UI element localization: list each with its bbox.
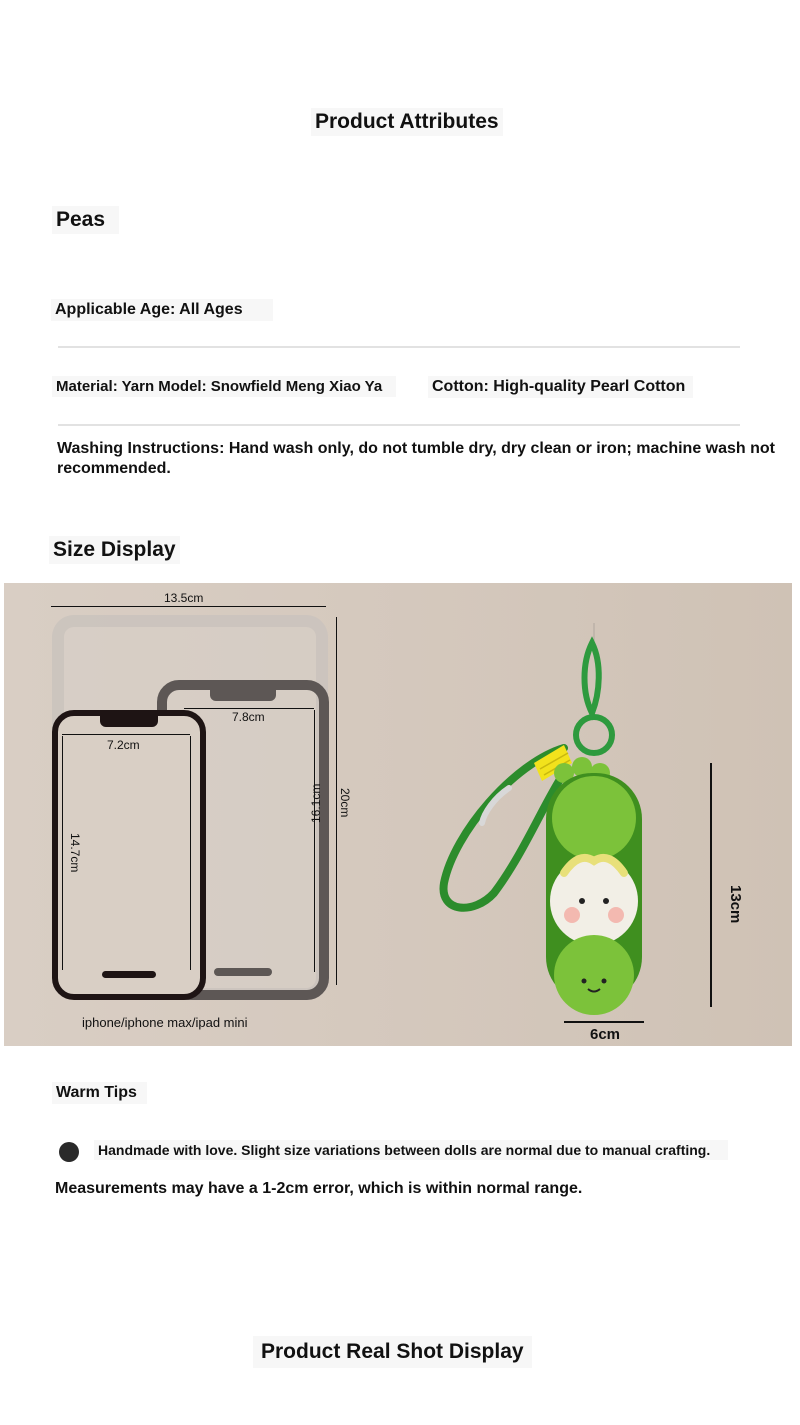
ipad-height-label: 20cm bbox=[338, 788, 352, 818]
divider bbox=[58, 424, 740, 426]
ipad-height-line bbox=[336, 617, 337, 985]
pea-pod-keychain-image bbox=[414, 623, 674, 1043]
iphone-width-line bbox=[62, 734, 190, 735]
real-shot-heading: Product Real Shot Display bbox=[253, 1336, 532, 1368]
iphone-notch bbox=[100, 715, 158, 727]
device-caption: iphone/iphone max/ipad mini bbox=[82, 1015, 248, 1030]
washing-instructions-line1: Washing Instructions: Hand wash only, do not tumble dry, dry clean or iron; machine wash not bbox=[57, 440, 775, 457]
size-display-heading: Size Display bbox=[49, 536, 180, 564]
iphone-height-line bbox=[190, 736, 191, 970]
iphone-height-label: 14.7cm bbox=[68, 833, 82, 873]
applicable-age: Applicable Age: All Ages bbox=[51, 299, 273, 321]
toy-height-line bbox=[710, 763, 712, 1007]
cotton-info: Cotton: High-quality Pearl Cotton bbox=[428, 376, 693, 398]
max-width-label: 7.8cm bbox=[232, 710, 265, 724]
ipad-width-label: 13.5cm bbox=[164, 591, 204, 605]
iphone-height-line bbox=[62, 736, 63, 970]
max-height-line bbox=[314, 710, 315, 972]
washing-instructions-line2: recommended. bbox=[57, 460, 171, 477]
iphone-max-notch bbox=[210, 689, 276, 701]
tip-line-1: Handmade with love. Slight size variations between dolls are normal due to manual crafting. bbox=[94, 1140, 728, 1160]
iphone-home-bar bbox=[102, 971, 156, 978]
max-width-line bbox=[184, 708, 314, 709]
divider bbox=[58, 346, 740, 348]
material-info: Material: Yarn Model: Snowfield Meng Xiao Ya bbox=[52, 376, 396, 397]
iphone-width-label: 7.2cm bbox=[107, 738, 140, 752]
iphone-max-home-bar bbox=[214, 968, 272, 976]
tip-line-2: Measurements may have a 1-2cm error, which is within normal range. bbox=[55, 1180, 583, 1197]
product-attributes-heading: Product Attributes bbox=[311, 108, 503, 136]
warm-tips-heading: Warm Tips bbox=[52, 1082, 147, 1104]
ipad-width-line bbox=[51, 606, 326, 607]
toy-width-line bbox=[564, 1021, 644, 1023]
size-display-image bbox=[4, 583, 792, 1046]
bullet-icon bbox=[59, 1142, 79, 1162]
toy-height-label: 13cm bbox=[727, 885, 744, 924]
max-height-label: 16.1cm bbox=[309, 783, 323, 823]
product-name: Peas bbox=[52, 206, 119, 234]
toy-width-label: 6cm bbox=[590, 1026, 621, 1043]
